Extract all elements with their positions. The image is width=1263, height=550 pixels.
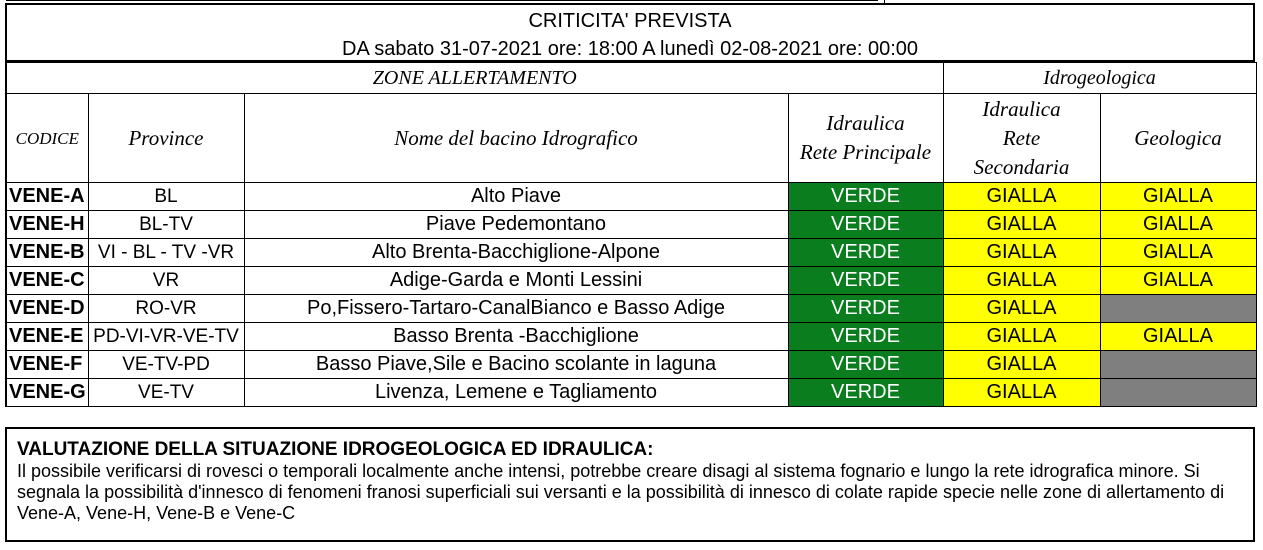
zone-code: VENE-C — [6, 267, 88, 295]
status-principale: VERDE — [788, 211, 943, 239]
status-secondaria: GIALLA — [943, 211, 1100, 239]
zone-bacino: Basso Brenta -Bacchiglione — [244, 323, 788, 351]
status-secondaria: GIALLA — [943, 323, 1100, 351]
status-secondaria: GIALLA — [943, 295, 1100, 323]
alert-zones-table — [5, 62, 1257, 407]
status-secondaria: GIALLA — [943, 239, 1100, 267]
zone-code: VENE-B — [6, 239, 88, 267]
table-column-header-row — [6, 94, 1256, 183]
evaluation-title: VALUTAZIONE DELLA SITUAZIONE IDROGEOLOGICA ED IDRAULICA: — [17, 439, 654, 460]
table-row — [6, 379, 1256, 407]
status-geologica-empty — [1100, 351, 1256, 379]
table-group-header-row — [6, 63, 1256, 94]
status-geologica: GIALLA — [1100, 323, 1256, 351]
table-row — [6, 239, 1256, 267]
idraulica-secondaria-line1: Idraulica — [982, 96, 1061, 121]
status-secondaria: GIALLA — [943, 351, 1100, 379]
status-geologica: GIALLA — [1100, 267, 1256, 295]
top-border-segment — [6, 0, 878, 2]
idraulica-secondaria-line3: Secondaria — [973, 154, 1070, 179]
evaluation-body: Il possibile verificarsi di rovesci o temporali localmente anche intensi, potrebbe creare disagi al sistema fognario e lungo la rete idrografica minore. Si segnala la possibilità d'innesco di fenomeni franosi superficiali sui versanti e la possibilità di innesco di colate rapide specie nelle zone di allertamento di Vene-A, Vene-H, Vene-B e Vene-C — [17, 461, 1225, 523]
zone-bacino: Po,Fissero-Tartaro-CanalBianco e Basso Adige — [244, 295, 788, 323]
zone-province: PD-VI-VR-VE-TV — [88, 323, 244, 351]
table-row — [6, 183, 1256, 211]
idraulica-principale-line2: Rete Principale — [799, 140, 932, 164]
zone-bacino: Piave Pedemontano — [244, 211, 788, 239]
idraulica-principale-line1: Idraulica — [826, 111, 905, 135]
status-geologica-empty — [1100, 295, 1256, 323]
status-principale: VERDE — [788, 379, 943, 407]
status-secondaria: GIALLA — [943, 379, 1100, 407]
zone-province: RO-VR — [88, 295, 244, 323]
status-principale: VERDE — [788, 183, 943, 211]
zone-bacino: Alto Piave — [244, 183, 788, 211]
status-secondaria: GIALLA — [943, 267, 1100, 295]
table-row — [6, 323, 1256, 351]
status-principale: VERDE — [788, 295, 943, 323]
zone-bacino: Livenza, Lemene e Tagliamento — [244, 379, 788, 407]
zone-code: VENE-H — [6, 211, 88, 239]
status-principale: VERDE — [788, 239, 943, 267]
zone-province: BL-TV — [88, 211, 244, 239]
status-geologica: GIALLA — [1100, 239, 1256, 267]
evaluation-note — [5, 427, 1255, 542]
bacino-header: Nome del bacino Idrografico — [244, 94, 788, 183]
zone-bacino: Basso Piave,Sile e Bacino scolante in laguna — [244, 351, 788, 379]
status-geologica-empty — [1100, 379, 1256, 407]
status-principale: VERDE — [788, 351, 943, 379]
zone-code: VENE-D — [6, 295, 88, 323]
idraulica-secondaria-line2: Rete — [1002, 125, 1041, 150]
zone-province: VI - BL - TV -VR — [88, 239, 244, 267]
idraulica-principale-header — [788, 94, 943, 183]
forecast-period: DA sabato 31-07-2021 ore: 18:00 A lunedì 02-08-2021 ore: 00:00 — [342, 38, 918, 60]
forecast-header — [5, 3, 1255, 62]
zone-bacino: Adige-Garda e Monti Lessini — [244, 267, 788, 295]
zone-bacino: Alto Brenta-Bacchiglione-Alpone — [244, 239, 788, 267]
table-row — [6, 211, 1256, 239]
status-geologica: GIALLA — [1100, 211, 1256, 239]
status-geologica: GIALLA — [1100, 183, 1256, 211]
zone-province: BL — [88, 183, 244, 211]
codice-header: CODICE — [6, 94, 88, 183]
zone-province: VE-TV — [88, 379, 244, 407]
province-header: Province — [88, 94, 244, 183]
top-border-line — [6, 0, 1255, 2]
table-row — [6, 351, 1256, 379]
zone-code: VENE-E — [6, 323, 88, 351]
idrogeologica-header: Idrogeologica — [943, 63, 1256, 94]
geologica-header: Geologica — [1100, 94, 1256, 183]
zone-code: VENE-F — [6, 351, 88, 379]
zone-code: VENE-A — [6, 183, 88, 211]
table-row — [6, 267, 1256, 295]
zone-code: VENE-G — [6, 379, 88, 407]
status-secondaria: GIALLA — [943, 183, 1100, 211]
idraulica-secondaria-header — [943, 94, 1100, 183]
zone-province: VE-TV-PD — [88, 351, 244, 379]
status-principale: VERDE — [788, 323, 943, 351]
zone-province: VR — [88, 267, 244, 295]
forecast-title: CRITICITA' PREVISTA — [528, 10, 732, 32]
status-principale: VERDE — [788, 267, 943, 295]
zone-allertamento-header: ZONE ALLERTAMENTO — [6, 63, 943, 94]
table-row — [6, 295, 1256, 323]
